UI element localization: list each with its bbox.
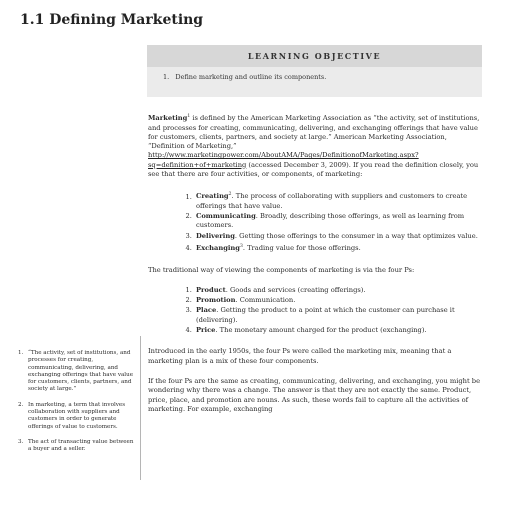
term-marketing: Marketing (148, 114, 188, 123)
learning-objective-text: Define marketing and outline its components. (175, 73, 327, 81)
activity-desc: . The process of collaborating with suppliers and customers to create offerings that have value. (196, 192, 468, 210)
note-number: 3. (18, 438, 24, 445)
p-term: Place (196, 306, 217, 315)
p-desc: . Getting the product to a point at which the customer can purchase it (delivering). (196, 306, 455, 324)
marketing-mix-paragraph: Introduced in the early 1950s, the four Ps were called the marketing mix, meaning that a marketing plan is a mix of these four components. (148, 347, 452, 365)
note-text: The act of transacting value between a buyer and a seller. (28, 438, 134, 453)
activity-desc: . Broadly, describing those offerings, as well as learning from customers. (196, 212, 465, 230)
margin-note (18, 402, 136, 431)
definition-link[interactable]: http://www.marketingpower.com/AboutAMA/Pages/DefinitionofMarketing.aspx?sq=definition+of+marketing (148, 151, 419, 169)
margin-notes (18, 350, 136, 462)
intro-text: is defined by the American Marketing Association as “the activity, set of institutions, and processes for creating, communicating, delivering, and exchanging offerings that have value for customers, clients, partners, and society at large.” American Marketing Association, “Definition of Marketing,” (148, 114, 480, 151)
list-item (194, 242, 484, 254)
four-ps-list (148, 286, 484, 335)
note-number: 2. (18, 401, 24, 408)
learning-objective-box (147, 45, 482, 97)
list-item (194, 296, 484, 305)
intro-paragraph (148, 112, 484, 179)
section-title: 1.1 Defining Marketing (20, 12, 204, 28)
footnote-ref[interactable]: 3 (239, 244, 243, 250)
activity-desc: . Getting those offerings to the consumer in a way that optimizes value. (234, 231, 478, 240)
p-desc: . The monetary amount charged for the product (exchanging). (215, 326, 427, 335)
activity-term: Communicating (196, 212, 256, 221)
footnote-ref[interactable]: 1 (187, 114, 191, 119)
p-desc: . Communication. (235, 296, 296, 305)
main-content (148, 112, 484, 425)
list-item (194, 212, 484, 231)
activity-term: Delivering (196, 231, 235, 240)
activity-term: Creating (196, 192, 229, 201)
learning-objective-header: LEARNING OBJECTIVE (147, 45, 482, 67)
list-item (194, 306, 484, 325)
p-term: Promotion (196, 296, 236, 305)
note-text: “The activity, set of institutions, and processes for creating, communicating, delivering, and exchanging offerings that have value for customers, clients, partners, and society at large.” (28, 350, 134, 393)
learning-objective-number: 1. (163, 73, 170, 81)
intro-text-end: (accessed December 3, 2009). If you read the definition closely, you see that there are four activities, or components, of marketing: (148, 160, 479, 179)
activity-desc: . Trading value for those offerings. (242, 244, 361, 253)
activities-list (148, 190, 484, 253)
four-ps-intro: The traditional way of viewing the components of marketing is via the four Ps: (148, 265, 415, 274)
list-item (194, 326, 484, 335)
note-number: 1. (18, 350, 24, 356)
learning-objective-item (147, 67, 482, 81)
margin-note (18, 439, 136, 454)
list-item (194, 232, 484, 241)
p-term: Price (196, 326, 216, 335)
p-term: Product (196, 285, 226, 294)
margin-divider (140, 336, 141, 480)
list-item (194, 286, 484, 295)
note-text: In marketing, a term that involves collaboration with suppliers and customers in order to generate offerings of value to customers. (28, 401, 126, 430)
footnote-ref[interactable]: 2 (228, 192, 232, 198)
margin-note (18, 350, 136, 394)
p-desc: . Goods and services (creating offerings). (225, 285, 366, 294)
activity-term: Exchanging (196, 244, 240, 253)
list-item (194, 190, 484, 211)
change-paragraph: If the four Ps are the same as creating, communicating, delivering, and exchanging, you might be wondering why there was a change. The answer is that they are not exactly the same. Product, price, place, and promotion are nouns. As such, these words fail to capture all the activities of marketing. For example, exchanging (148, 376, 481, 413)
